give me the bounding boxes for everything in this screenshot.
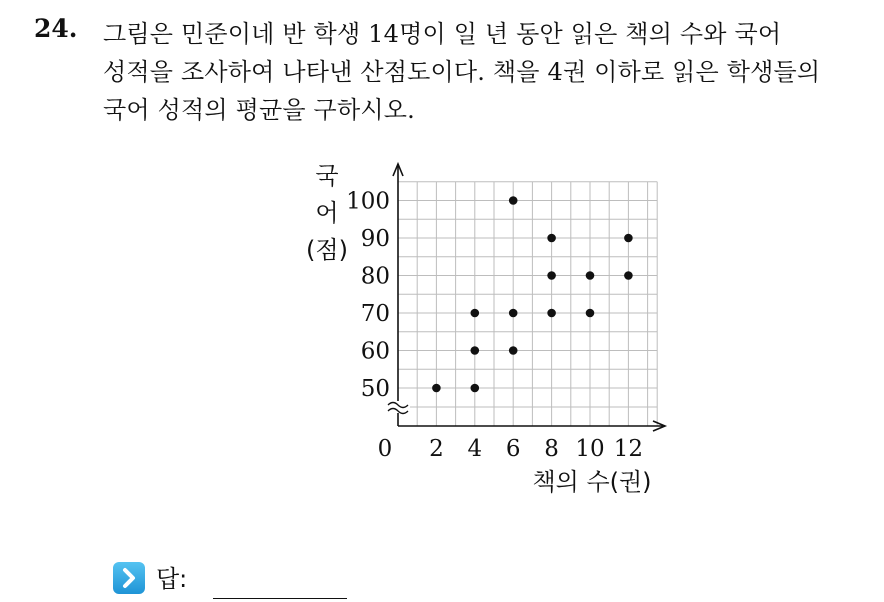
y-tick-label: 90 (360, 226, 390, 252)
data-point (509, 309, 518, 318)
question-text-line-1: 그림은 민준이네 반 학생 14명이 일 년 동안 읽은 책의 수와 국어 (103, 20, 782, 48)
chevron-right-icon (113, 562, 145, 594)
question-text-line-3: 국어 성적의 평균을 구하시오. (103, 96, 415, 124)
y-tick-label: 100 (346, 188, 390, 215)
data-point (509, 196, 518, 205)
x-tick-label: 12 (613, 436, 644, 462)
y-tick-label: 80 (360, 263, 390, 290)
y-axis-label: 어 (315, 199, 339, 227)
axes (386, 164, 665, 431)
origin-label: 0 (377, 436, 393, 462)
tick-labels (346, 189, 643, 463)
data-point (547, 309, 556, 318)
x-tick-label: 6 (505, 436, 521, 462)
data-point (432, 384, 441, 393)
data-point (624, 271, 633, 280)
question-number: 24. (34, 14, 78, 43)
x-tick-label: 2 (429, 436, 444, 462)
x-tick-label: 4 (467, 436, 483, 462)
data-point (547, 271, 556, 280)
answer-label: 답: (156, 565, 188, 593)
data-point (586, 309, 595, 318)
x-tick-label: 8 (544, 436, 559, 462)
data-point (471, 346, 480, 355)
x-tick-label: 10 (575, 436, 605, 462)
answer-blank[interactable] (213, 598, 347, 599)
data-point (509, 346, 518, 355)
y-tick-label: 60 (360, 338, 390, 365)
x-axis-label: 책의 수(권) (532, 468, 652, 496)
data-point (624, 234, 633, 243)
y-tick-label: 70 (360, 301, 390, 327)
data-point (547, 234, 556, 243)
question-text-line-2: 성적을 조사하여 나타낸 산점도이다. 책을 4권 이하로 읽은 학생들의 (103, 58, 821, 86)
data-point (471, 384, 480, 393)
y-axis-label: 국 (315, 162, 339, 190)
y-axis-label: (점) (306, 236, 348, 264)
data-point (586, 271, 595, 280)
y-tick-label: 50 (360, 376, 390, 402)
data-point (471, 309, 480, 318)
